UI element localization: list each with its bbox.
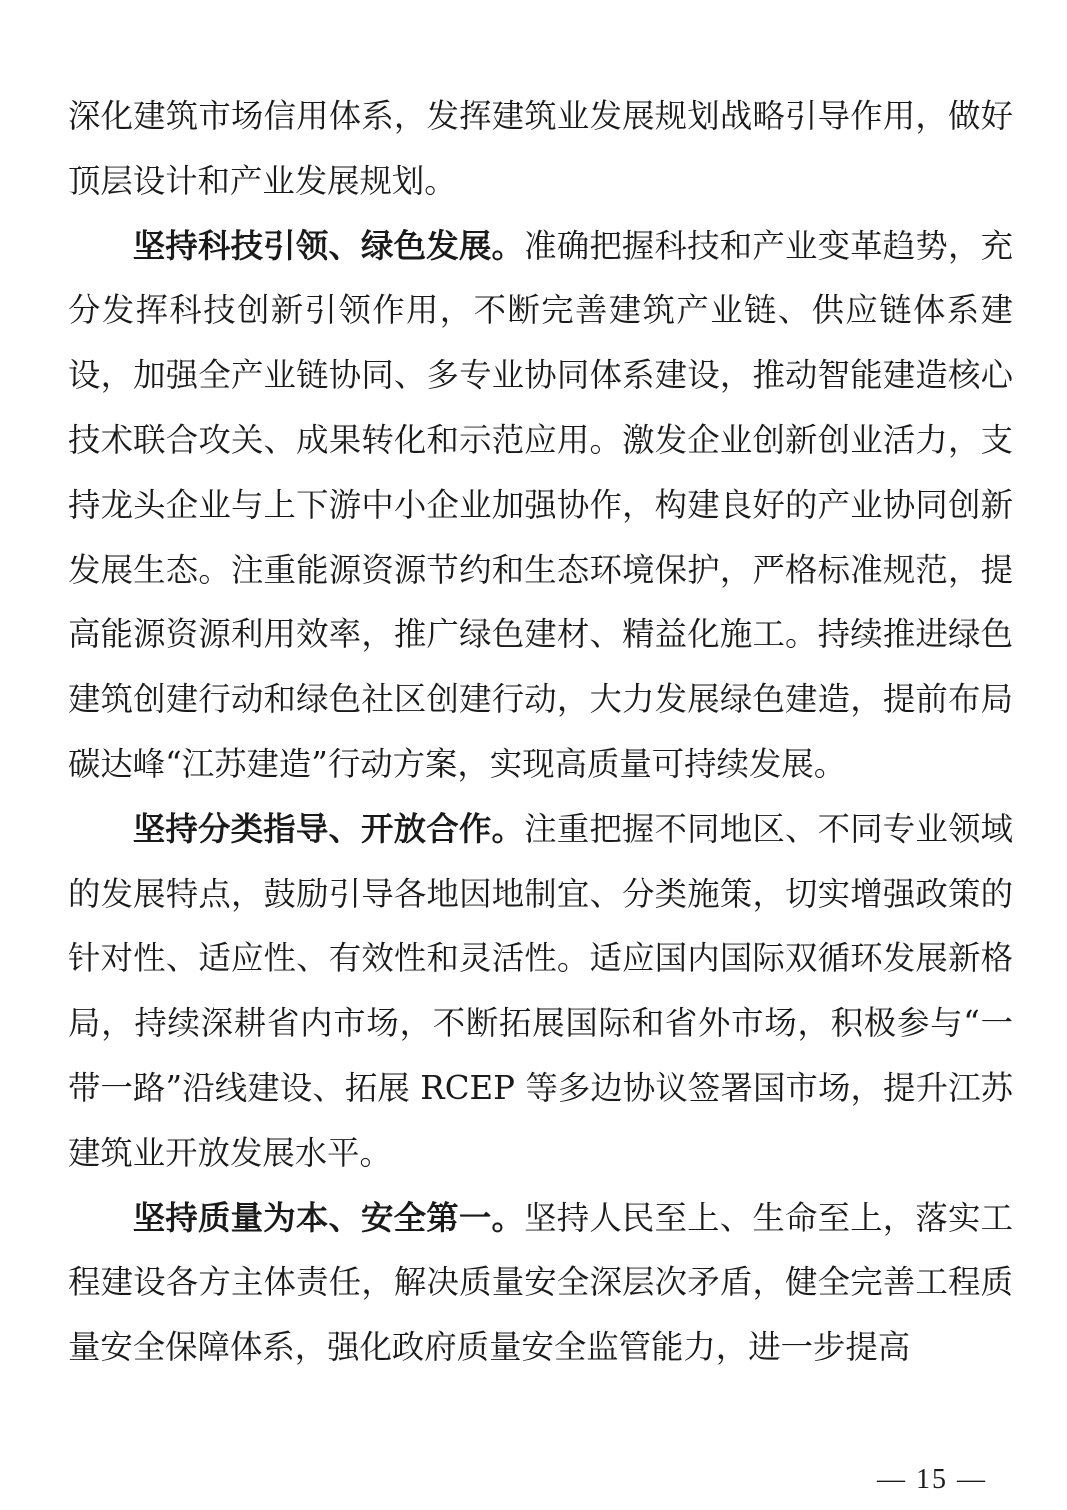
paragraph-tech-green — [68, 214, 1013, 797]
paragraph-continued — [68, 84, 1013, 214]
paragraph-quality-safety — [68, 1186, 1013, 1380]
paragraph-heading: 坚持质量为本、安全第一。 — [132, 1198, 525, 1237]
paragraph-classified-open — [68, 797, 1013, 1186]
paragraph-heading: 坚持分类指导、开放合作。 — [132, 809, 525, 848]
paragraph-text: 深化建筑市场信用体系，发挥建筑业发展规划战略引导作用，做好顶层设计和产业发展规划。 — [68, 97, 1013, 200]
page-number: — 15 — — [877, 1464, 987, 1495]
paragraph-text: 注重把握不同地区、不同专业领域的发展特点，鼓励引导各地因地制宜、分类施策，切实增强政策的针对性、适应性、有效性和灵活性。适应国内国际双循环发展新格局，持续深耕省内市场，不断拓展国际和省外市场，积极参与“一带一路”沿线建设、拓展 RCEP 等多边协议签署国市场，提升江苏建筑业开放发展水平。 — [68, 809, 1014, 1172]
paragraph-text: 准确把握科技和产业变革趋势，充分发挥科技创新引领作用，不断完善建筑产业链、供应链体系建设，加强全产业链协同、多专业协同体系建设，推动智能建造核心技术联合攻关、成果转化和示范应用。激发企业创新创业活力，支持龙头企业与上下游中小企业加强协作，构建良好的产业协同创新发展生态。注重能源资源节约和生态环境保护，严格标准规范，提高能源资源利用效率，推广绿色建材、精益化施工。持续推进绿色建筑创建行动和绿色社区创建行动，大力发展绿色建造，提前布局碳达峰“江苏建造”行动方案，实现高质量可持续发展。 — [68, 226, 1014, 783]
paragraph-heading: 坚持科技引领、绿色发展。 — [132, 226, 525, 265]
paragraph-text: 坚持人民至上、生命至上，落实工程建设各方主体责任，解决质量安全深层次矛盾，健全完善工程质量安全保障体系，强化政府质量安全监管能力，进一步提高 — [68, 1198, 1014, 1367]
body-text — [68, 84, 1013, 1380]
